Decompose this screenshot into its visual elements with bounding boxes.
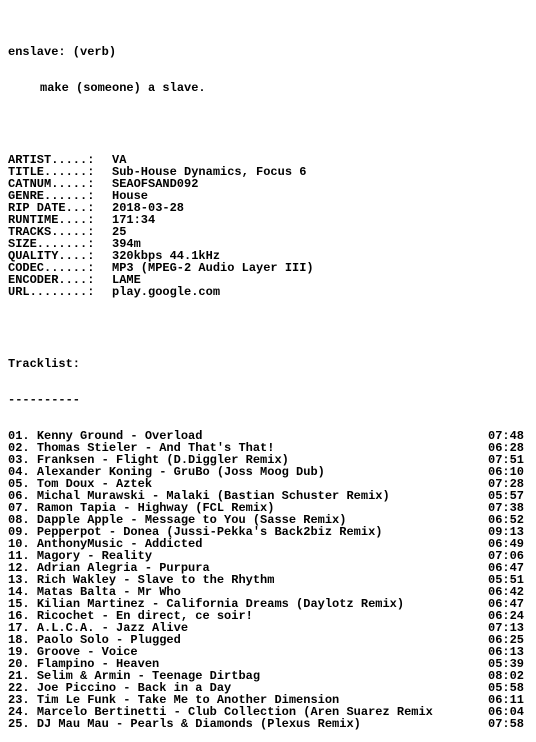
track-row (8, 490, 528, 502)
track-row (8, 706, 528, 718)
track-title (8, 586, 181, 598)
track-duration: 06:10 (488, 465, 525, 479)
track-title (8, 598, 404, 610)
field-value: 171:34 (112, 213, 156, 227)
track-title (8, 442, 274, 454)
track-name: Rich Wakley - Slave to the Rhythm (36, 574, 275, 586)
track-row (8, 538, 528, 550)
track-title (8, 466, 325, 478)
field-label: CODEC......: (8, 261, 95, 275)
track-number: 12. (8, 562, 30, 574)
track-name: Ricochet - En direct, ce soir! (36, 610, 253, 622)
track-row (8, 550, 528, 562)
track-row (8, 670, 528, 682)
field-label: SIZE.......: (8, 237, 95, 251)
track-duration: 06:47 (488, 561, 525, 575)
definition-headword: enslave: (verb) (8, 45, 117, 59)
track-number: 16. (8, 610, 30, 622)
track-name: Magory - Reality (36, 550, 153, 562)
track-name: Flampino - Heaven (36, 658, 160, 670)
track-title (8, 658, 159, 670)
track-row (8, 454, 528, 466)
field-label: TITLE......: (8, 165, 95, 179)
track-duration: 06:47 (488, 597, 525, 611)
release-fields (8, 154, 528, 298)
track-number: 18. (8, 634, 30, 646)
field-value: play.google.com (112, 285, 221, 299)
track-row (8, 682, 528, 694)
track-row (8, 634, 528, 646)
track-number: 19. (8, 646, 30, 658)
track-title (8, 718, 361, 730)
track-duration: 06:25 (488, 633, 525, 647)
track-duration: 05:51 (488, 573, 525, 587)
track-number: 08. (8, 514, 30, 526)
track-title (8, 682, 231, 694)
track-row (8, 694, 528, 706)
track-row (8, 610, 528, 622)
track-number: 05. (8, 478, 30, 490)
field-value: MP3 (MPEG-2 Audio Layer III) (112, 261, 314, 275)
track-duration: 06:42 (488, 585, 525, 599)
track-title (8, 490, 390, 502)
track-number: 15. (8, 598, 30, 610)
tracklist-underline: ---------- (8, 393, 81, 407)
track-number: 17. (8, 622, 30, 634)
track-row (8, 622, 528, 634)
track-number: 24. (8, 706, 30, 718)
field-label: ENCODER....: (8, 273, 95, 287)
track-title (8, 538, 202, 550)
track-duration: 06:13 (488, 645, 525, 659)
track-name: A.L.C.A. - Jazz Alive (36, 622, 189, 634)
track-number: 23. (8, 694, 30, 706)
track-title (8, 526, 382, 538)
track-title (8, 646, 138, 658)
track-duration: 05:58 (488, 681, 525, 695)
track-number: 20. (8, 658, 30, 670)
field-value: 25 (112, 225, 127, 239)
field-value: VA (112, 153, 127, 167)
track-duration: 07:48 (488, 429, 525, 443)
track-name: Adrian Alegria - Purpura (36, 562, 210, 574)
track-row (8, 574, 528, 586)
definition-meaning: make (someone) a slave. (40, 81, 206, 95)
track-number: 10. (8, 538, 30, 550)
field-value: House (112, 189, 149, 203)
field-value: SEAOFSAND092 (112, 177, 199, 191)
track-name: Tom Doux - Aztek (36, 478, 153, 490)
track-row (8, 466, 528, 478)
field-label: CATNUM.....: (8, 177, 95, 191)
track-name: Pepperpot - Donea (Jussi-Pekka's Back2biz Remix) (36, 526, 383, 538)
track-name: Thomas Stieler - And That's That! (36, 442, 275, 454)
field-label: GENRE......: (8, 189, 95, 203)
track-number: 09. (8, 526, 30, 538)
track-title (8, 550, 152, 562)
track-number: 06. (8, 490, 30, 502)
track-title (8, 706, 433, 718)
spacer (8, 322, 528, 334)
track-duration: 07:38 (488, 501, 525, 515)
track-name: Ramon Tapia - Highway (FCL Remix) (36, 502, 275, 514)
track-number: 22. (8, 682, 30, 694)
field-value: 394m (112, 237, 141, 251)
track-title (8, 694, 339, 706)
track-number: 25. (8, 718, 30, 730)
track-row (8, 598, 528, 610)
track-number: 11. (8, 550, 30, 562)
track-duration: 08:02 (488, 669, 525, 683)
track-name: Tim Le Funk - Take Me to Another Dimension (36, 694, 340, 706)
track-name: Selim & Armin - Teenage Dirtbag (36, 670, 261, 682)
field-label: TRACKS.....: (8, 225, 95, 239)
track-duration: 07:06 (488, 549, 525, 563)
track-name: AnthonyMusic - Addicted (36, 538, 203, 550)
track-duration: 06:52 (488, 513, 525, 527)
track-name: Kilian Martinez - California Dreams (Daylotz Remix) (36, 598, 405, 610)
track-duration: 06:49 (488, 537, 525, 551)
track-row (8, 526, 528, 538)
track-name: Kenny Ground - Overload (36, 430, 203, 442)
track-title (8, 514, 346, 526)
release-info-document (8, 22, 528, 742)
track-name: Matas Balta - Mr Who (36, 586, 181, 598)
tracklist-heading: Tracklist: (8, 357, 81, 371)
field-value: Sub-House Dynamics, Focus 6 (112, 165, 307, 179)
track-duration: 07:51 (488, 453, 525, 467)
track-duration: 07:28 (488, 477, 525, 491)
track-name: Joe Piccino - Back in a Day (36, 682, 232, 694)
field-label: ARTIST.....: (8, 153, 95, 167)
track-name: DJ Mau Mau - Pearls & Diamonds (Plexus Remix) (36, 718, 361, 730)
field-row (8, 286, 528, 298)
track-name: Michal Murawski - Malaki (Bastian Schuster Remix) (36, 490, 390, 502)
field-label: URL........: (8, 285, 95, 299)
track-title (8, 454, 289, 466)
track-duration: 06:11 (488, 693, 525, 707)
track-row (8, 442, 528, 454)
track-duration: 07:13 (488, 621, 525, 635)
track-row (8, 646, 528, 658)
field-label: QUALITY....: (8, 249, 95, 263)
field-value: 320kbps 44.1kHz (112, 249, 221, 263)
track-duration: 09:13 (488, 525, 525, 539)
track-row (8, 502, 528, 514)
track-title (8, 610, 253, 622)
field-label: RUNTIME....: (8, 213, 95, 227)
track-duration: 05:39 (488, 657, 525, 671)
track-name: Marcelo Bertinetti - Club Collection (Aren Suarez Remix (36, 706, 433, 718)
track-number: 04. (8, 466, 30, 478)
track-duration: 06:04 (488, 705, 525, 719)
track-name: Groove - Voice (36, 646, 138, 658)
track-name: Franksen - Flight (D.Diggler Remix) (36, 454, 289, 466)
track-title (8, 670, 260, 682)
track-duration: 06:24 (488, 609, 525, 623)
track-title (8, 502, 274, 514)
track-row (8, 658, 528, 670)
track-name: Paolo Solo - Plugged (36, 634, 181, 646)
track-number: 21. (8, 670, 30, 682)
track-title (8, 574, 274, 586)
track-title (8, 478, 152, 490)
track-number: 03. (8, 454, 30, 466)
field-value: LAME (112, 273, 141, 287)
track-row (8, 514, 528, 526)
track-number: 14. (8, 586, 30, 598)
track-title (8, 430, 202, 442)
track-name: Alexander Koning - GruBo (Joss Moog Dub) (36, 466, 325, 478)
track-row (8, 430, 528, 442)
track-duration: 06:28 (488, 441, 525, 455)
tracklist (8, 430, 528, 730)
track-title (8, 634, 181, 646)
track-duration: 05:57 (488, 489, 525, 503)
track-row (8, 478, 528, 490)
track-number: 07. (8, 502, 30, 514)
track-duration: 07:58 (488, 717, 525, 731)
track-row (8, 586, 528, 598)
track-number: 02. (8, 442, 30, 454)
track-row (8, 718, 528, 730)
track-name: Dapple Apple - Message to You (Sasse Remix) (36, 514, 347, 526)
track-title (8, 622, 188, 634)
field-label: RIP DATE...: (8, 201, 95, 215)
field-value: 2018-03-28 (112, 201, 185, 215)
spacer (8, 118, 528, 130)
track-number: 13. (8, 574, 30, 586)
track-number: 01. (8, 430, 30, 442)
